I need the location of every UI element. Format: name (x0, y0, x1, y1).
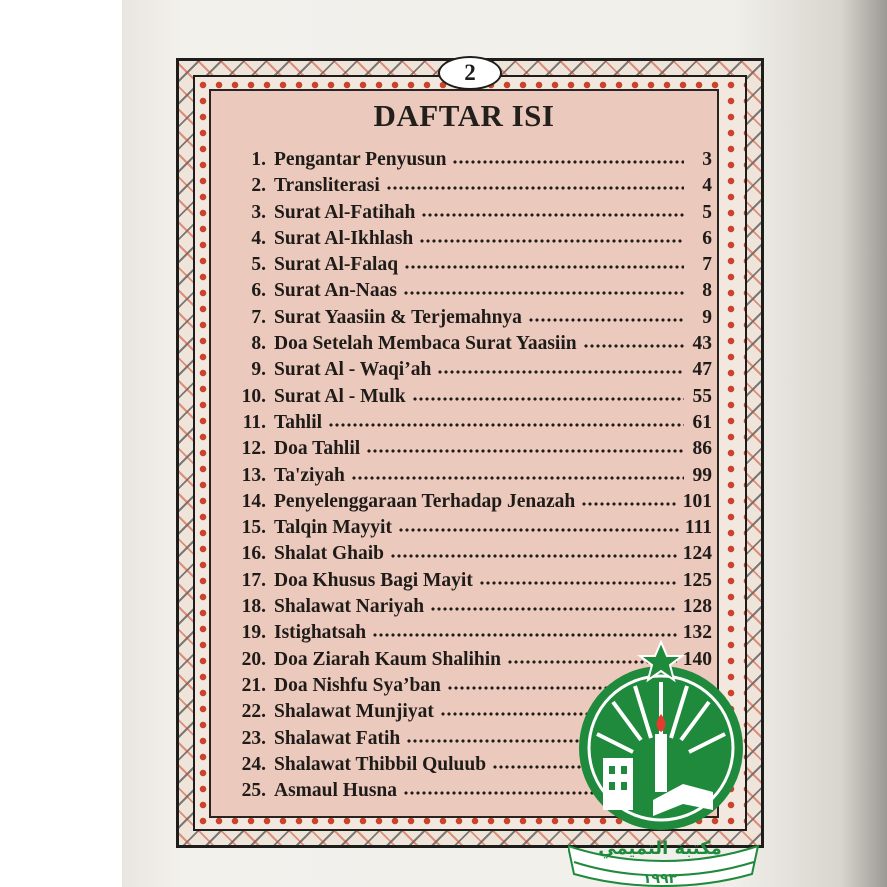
building-icon (603, 758, 633, 810)
toc-entry (228, 356, 712, 382)
toc-entry-number: 5. (251, 254, 266, 276)
toc-entry-number: 20. (241, 648, 266, 670)
toc-entry-label: Doa Nishfu Sya’ban (274, 674, 441, 696)
toc-entry-page: 8 (702, 280, 712, 302)
toc-entry-page: 9 (702, 306, 712, 328)
toc-entry (228, 409, 712, 435)
toc-entry-number: 11. (242, 411, 266, 433)
toc-entry-label: Transliterasi (274, 175, 380, 197)
toc-entry-label: Surat Al-Falaq (274, 254, 399, 276)
toc-entry-label: Doa Ziarah Kaum Shalihin (274, 648, 502, 670)
toc-entry-label: Doa Setelah Membaca Surat Yaasiin (274, 333, 577, 355)
toc-dot-leader (390, 540, 677, 559)
toc-dot-leader (404, 251, 684, 270)
toc-entry-label: Shalawat Fatih (274, 727, 401, 749)
toc-entry (228, 330, 712, 356)
toc-entry-page: 125 (682, 569, 712, 591)
toc-entry-label: Surat Yaasiin & Terjemahnya (274, 306, 522, 328)
toc-dot-leader (366, 435, 684, 454)
toc-entry-label: Pengantar Penyusun (274, 149, 447, 170)
toc-entry-number: 10. (241, 385, 266, 407)
toc-entry (228, 567, 712, 593)
toc-dot-leader (452, 146, 684, 165)
toc-dot-leader (403, 277, 684, 296)
toc-dot-leader (581, 488, 677, 507)
toc-entry (228, 488, 712, 514)
toc-entry-label: Tahlil (274, 411, 323, 433)
toc-dot-leader (419, 225, 684, 244)
toc-entry-page: 86 (692, 438, 712, 460)
logo-arabic-name: مكتبة التميمي (598, 838, 722, 859)
toc-entry-label: Shalat Ghaib (274, 543, 385, 565)
publisher-logo (568, 640, 887, 887)
toc-entry-page: 43 (692, 333, 712, 355)
toc-entry-number: 25. (241, 780, 266, 802)
toc-entry-label: Asmaul Husna (274, 780, 397, 802)
toc-entry-number: 14. (241, 490, 266, 512)
toc-entry-label: Doa Khusus Bagi Mayit (274, 569, 473, 591)
toc-entry-label: Talqin Mayyit (274, 517, 392, 539)
toc-dot-leader (412, 383, 684, 402)
toc-entry (228, 540, 712, 566)
toc-entry-number: 1. (251, 149, 266, 170)
toc-entry-page: 55 (692, 385, 712, 407)
page-title: DAFTAR ISI (373, 98, 555, 133)
toc-entry-number: 23. (241, 727, 266, 749)
toc-entry-label: Surat An-Naas (274, 280, 397, 302)
toc-entry (228, 199, 712, 225)
toc-entry-number: 9. (251, 359, 266, 381)
toc-entry (228, 172, 712, 198)
toc-dot-leader (528, 304, 684, 323)
toc-entry-number: 15. (241, 517, 266, 539)
toc-entry-page: 7 (702, 254, 712, 276)
toc-dot-leader (372, 619, 677, 638)
toc-entry-page: 132 (682, 622, 712, 644)
toc-dot-leader (479, 567, 677, 586)
toc-entry-page: 4 (702, 175, 712, 197)
toc-entry-label: Surat Al-Fatihah (274, 201, 416, 223)
toc-entry-number: 13. (241, 464, 266, 486)
toc-entry-page: 124 (682, 543, 712, 565)
toc-entry-page: 47 (692, 359, 712, 381)
toc-entry (228, 304, 712, 330)
toc-entry-page: 6 (702, 227, 712, 249)
toc-entry-number: 19. (241, 622, 266, 644)
toc-entry-number: 7. (251, 306, 266, 328)
toc-dot-leader (398, 514, 679, 533)
toc-entry-page: 101 (682, 490, 712, 512)
candle-icon (655, 714, 667, 792)
toc-entry-number: 16. (241, 543, 266, 565)
logo-year: ١٩٩٣ (642, 871, 678, 887)
toc-entry (228, 593, 712, 619)
toc-entry-label: Shalawat Munjiyat (274, 701, 434, 723)
toc-entry-number: 21. (241, 674, 266, 696)
toc-entry-number: 22. (241, 701, 266, 723)
toc-entry (228, 225, 712, 251)
toc-entry-label: Surat Al-Ikhlash (274, 227, 414, 249)
toc-entry-page: 61 (692, 411, 712, 433)
toc-dot-leader (430, 593, 677, 612)
toc-dot-leader (386, 172, 684, 191)
toc-entry-page: 99 (692, 464, 712, 486)
toc-dot-leader (437, 356, 684, 375)
toc-entry-number: 18. (241, 596, 266, 618)
toc-entry-number: 2. (251, 175, 266, 197)
toc-entry-page: 128 (682, 596, 712, 618)
page-number-badge: 2 (438, 56, 502, 90)
toc-entry-label: Ta'ziyah (274, 464, 345, 486)
toc-dot-leader (328, 409, 684, 428)
toc-entry-number: 3. (251, 201, 266, 223)
toc-entry-number: 8. (251, 333, 266, 355)
toc-entry (228, 462, 712, 488)
toc-entry-number: 24. (241, 753, 266, 775)
toc-entry-page: 111 (684, 517, 712, 539)
toc-dot-leader (583, 330, 684, 349)
toc-entry-number: 17. (241, 569, 266, 591)
toc-dot-leader (421, 199, 684, 218)
toc-entry-label: Penyelenggaraan Terhadap Jenazah (274, 490, 576, 512)
toc-entry-label: Shalawat Nariyah (274, 596, 425, 618)
toc-entry (228, 435, 712, 461)
toc-entry-number: 4. (251, 227, 266, 249)
toc-entry-label: Surat Al - Waqi’ah (274, 359, 432, 381)
toc-entry-label: Shalawat Thibbil Quluub (274, 753, 487, 775)
toc-entry (228, 514, 712, 540)
toc-entry-label: Istighatsah (274, 622, 367, 644)
toc-entry-number: 6. (251, 280, 266, 302)
toc-entry-page: 3 (702, 149, 712, 170)
toc-dot-leader (351, 462, 684, 481)
toc-entry (228, 146, 712, 172)
toc-entry-label: Surat Al - Mulk (274, 385, 406, 407)
toc-entry-page: 140 (682, 648, 712, 670)
toc-entry-number: 12. (241, 438, 266, 460)
toc-entry (228, 383, 712, 409)
toc-entry (228, 277, 712, 303)
toc-entry-label: Doa Tahlil (274, 438, 361, 460)
toc-entry (228, 251, 712, 277)
toc-entry-page: 5 (702, 201, 712, 223)
